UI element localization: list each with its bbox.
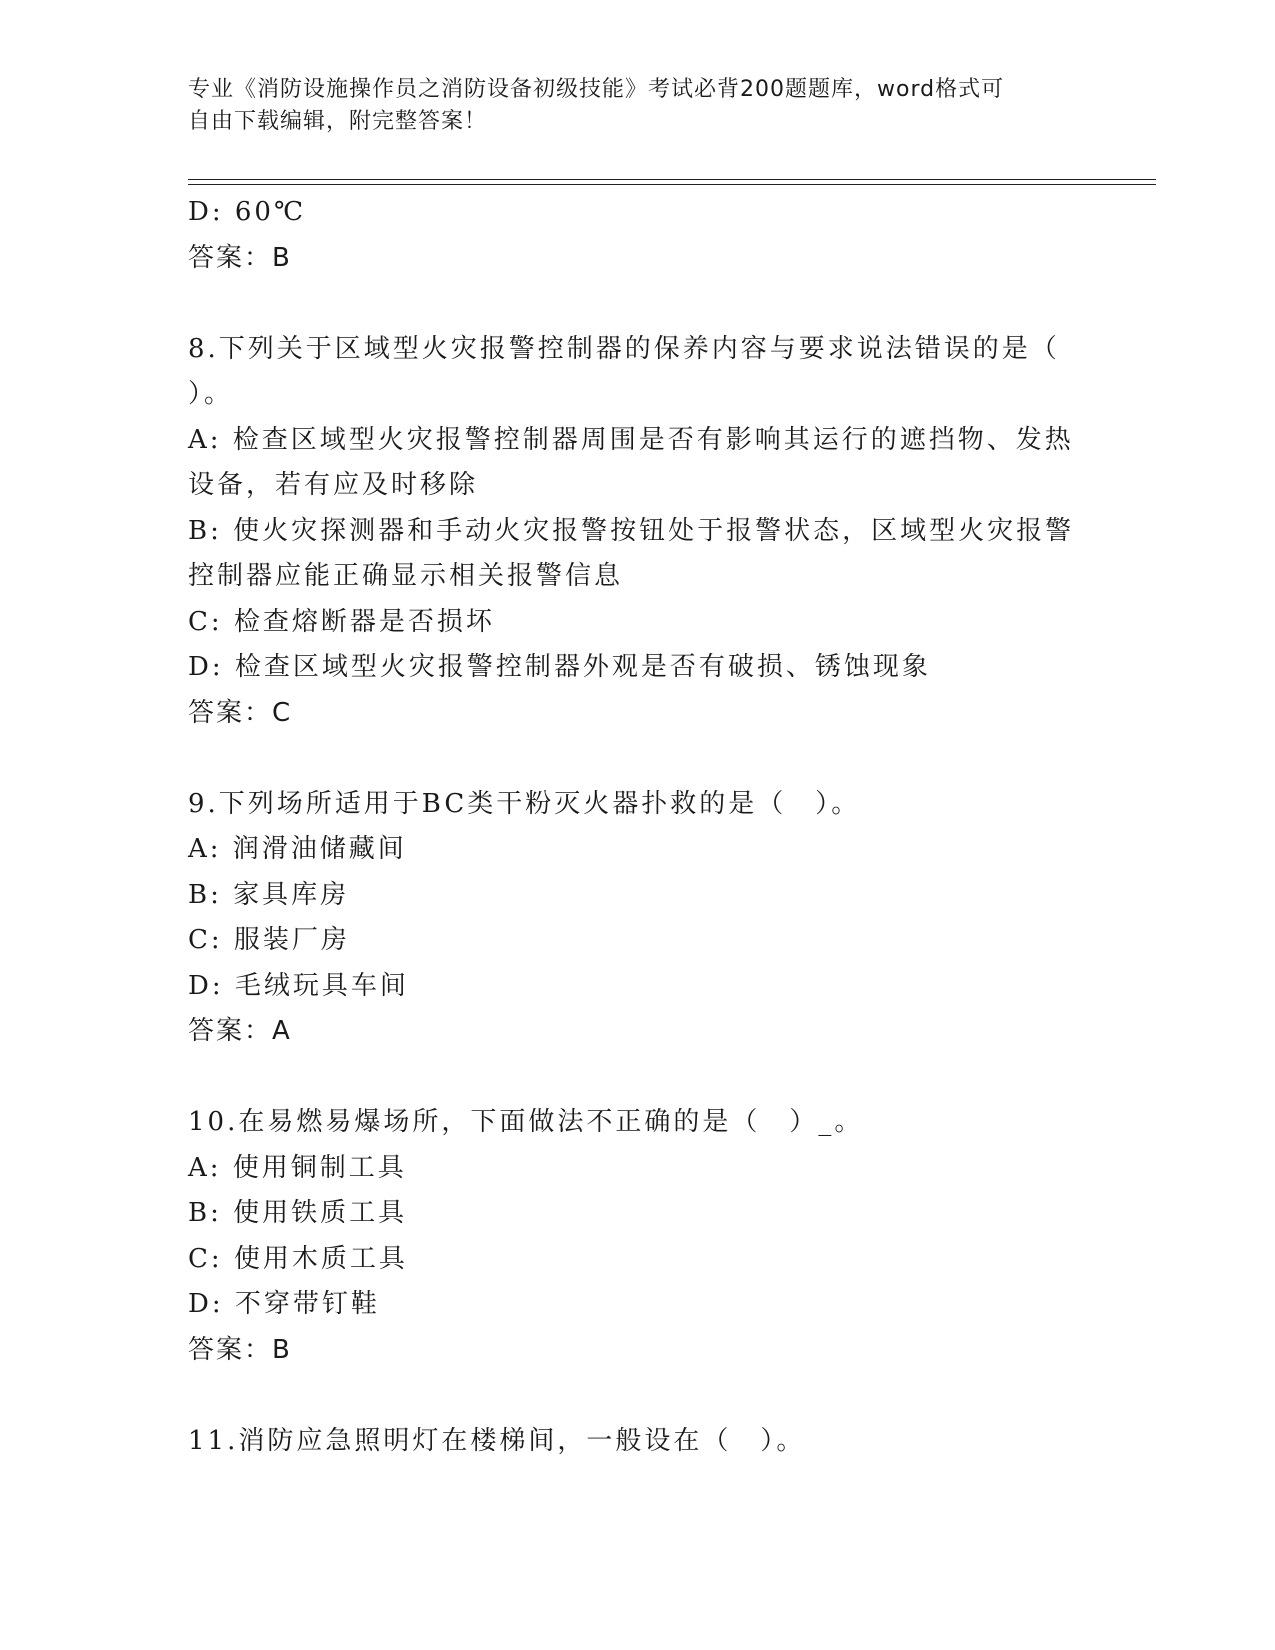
option-b-cont: 控制器应能正确显示相关报警信息 <box>188 561 624 591</box>
option-b: B: 家具库房 <box>188 879 350 910</box>
option-b: B: 使用铁质工具 <box>188 1198 408 1228</box>
option-a: A: 检查区域型火灾报警控制器周围是否有影响其运行的遮挡物、发热 <box>188 424 1074 455</box>
answer: 答案：B <box>188 1334 292 1365</box>
question-10 <box>188 1100 1088 1373</box>
header-divider-bottom <box>188 184 1156 185</box>
option-c: C: 检查熔断器是否损坏 <box>188 606 495 637</box>
prev-option-d: D: 60℃ <box>188 197 307 227</box>
option-c: C: 使用木质工具 <box>188 1243 408 1274</box>
option-a: A: 润滑油储藏间 <box>188 834 407 864</box>
question-stem: 11.消防应急照明灯在楼梯间，一般设在（ ）。 <box>188 1425 806 1456</box>
question-11 <box>188 1419 1088 1465</box>
spacer <box>188 281 1088 327</box>
header-line-1: 专业《消防设施操作员之消防设备初级技能》考试必背200题题库，word格式可 <box>188 77 1005 102</box>
header-line-2: 自由下载编辑，附完整答案！ <box>188 109 488 134</box>
option-c: C: 服装厂房 <box>188 925 350 955</box>
header-divider-top <box>188 179 1156 180</box>
question-stem: 8.下列关于区域型火灾报警控制器的保养内容与要求说法错误的是（ <box>188 333 1060 364</box>
spacer <box>188 1373 1088 1419</box>
spacer <box>188 736 1088 782</box>
answer: 答案：C <box>188 697 293 728</box>
option-a-cont: 设备，若有应及时移除 <box>188 470 479 500</box>
prev-answer: 答案：B <box>188 242 292 273</box>
question-9 <box>188 782 1088 1055</box>
question-stem-cont: ）。 <box>188 379 234 409</box>
option-d: D: 毛绒玩具车间 <box>188 970 409 1001</box>
answer: 答案：A <box>188 1016 292 1046</box>
page-header <box>188 74 1068 138</box>
question-stem: 9.下列场所适用于BC类干粉灭火器扑救的是（ ）。 <box>188 788 861 819</box>
question-stem: 10.在易燃易爆场所，下面做法不正确的是（ ）_。 <box>188 1107 864 1137</box>
option-b: B: 使火灾探测器和手动火灾报警按钮处于报警状态，区域型火灾报警 <box>188 515 1075 546</box>
question-content <box>188 190 1088 1464</box>
option-a: A: 使用铜制工具 <box>188 1152 407 1183</box>
option-d: D: 不穿带钉鞋 <box>188 1289 380 1319</box>
option-d: D: 检查区域型火灾报警控制器外观是否有破损、锈蚀现象 <box>188 652 931 682</box>
spacer <box>188 1055 1088 1101</box>
question-8 <box>188 327 1088 737</box>
